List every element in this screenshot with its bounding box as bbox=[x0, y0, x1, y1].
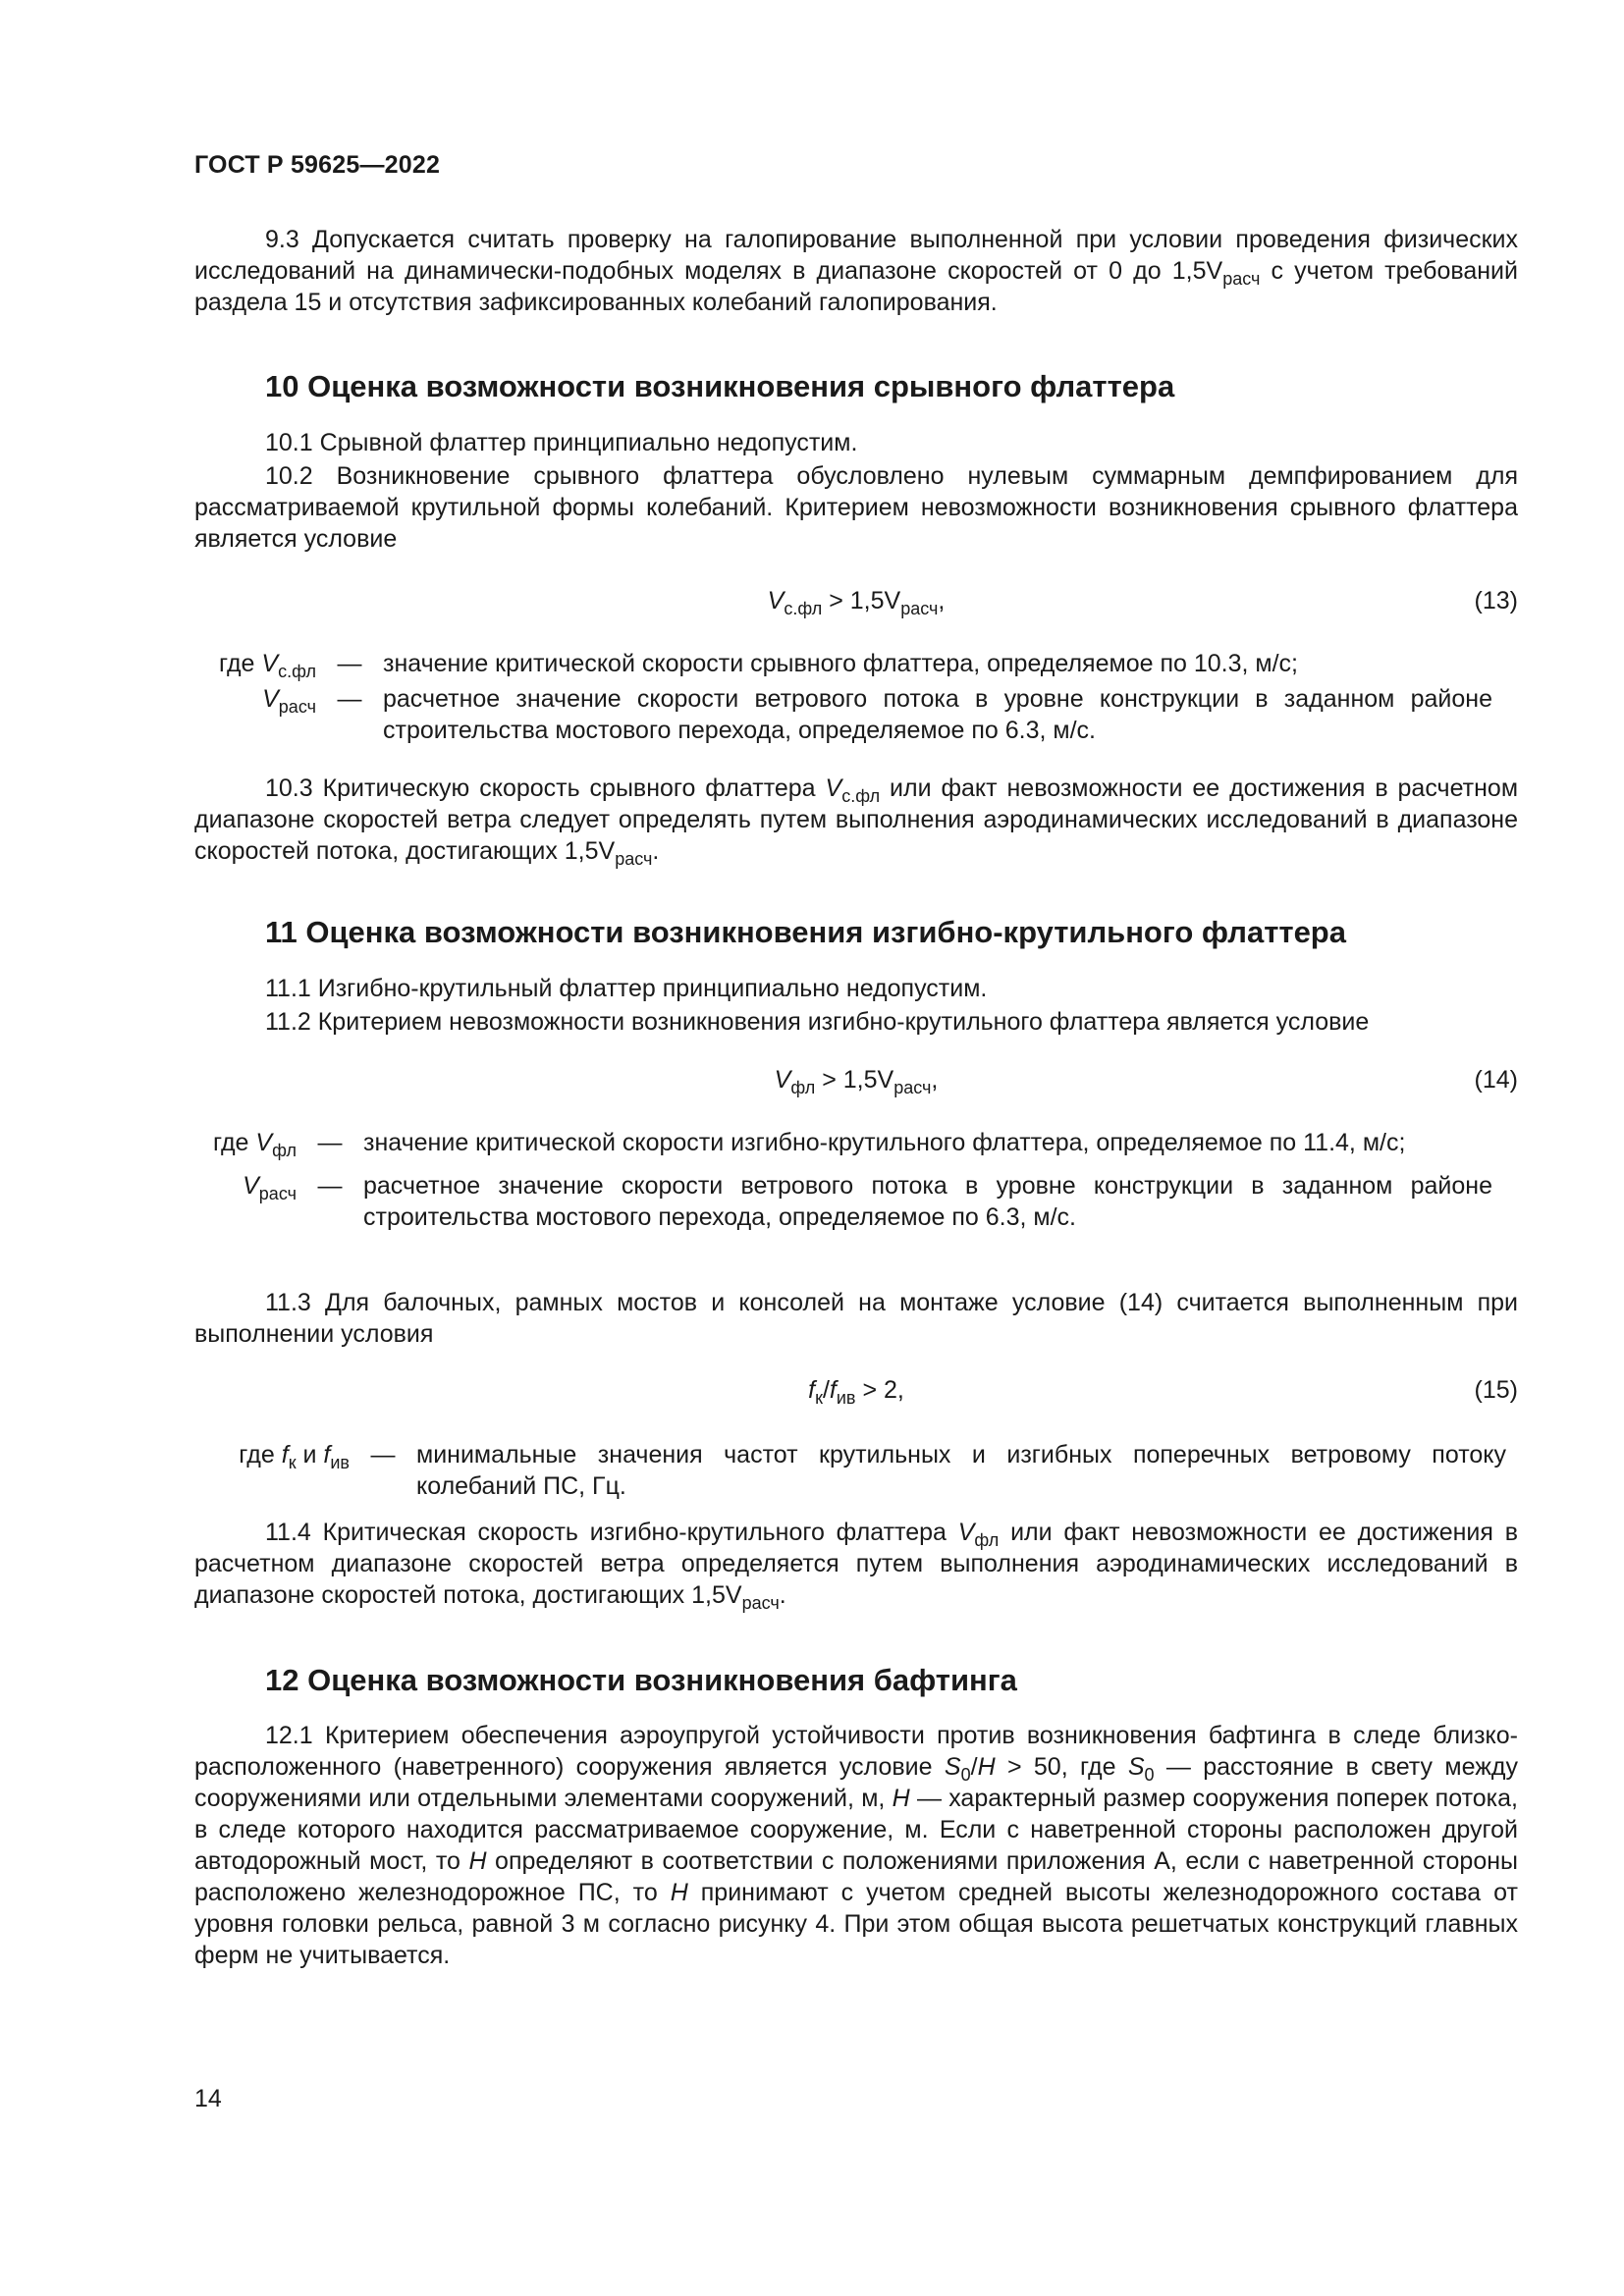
section-10-title: 10 Оценка возможности возникновения срывного флаттера bbox=[265, 369, 1175, 403]
where-text: минимальные значения частот крутильных и изгибных поперечных ветровому потоку колебаний ПС, Гц. bbox=[416, 1441, 1506, 1500]
where-list-15 bbox=[175, 1439, 1506, 1502]
formula-15-expression: $f_к/f_{ив} > 2$, bbox=[808, 1376, 904, 1408]
where-dash: — bbox=[337, 650, 362, 677]
formula-15 bbox=[194, 1370, 1518, 1410]
section-12-title: 12 Оценка возможности возникновения бафтинга bbox=[265, 1663, 1017, 1697]
paragraph-11-2: 11.2 Критерием невозможности возникновения изгибно-крутильного флаттера является условие bbox=[265, 1008, 1370, 1036]
where-text: расчетное значение скорости ветрового потока в уровне конструкции в заданном районе строительства мостового перехода, определяемое по 6.3, м/с. bbox=[383, 685, 1492, 744]
paragraph-10-1: 10.1 Срывной флаттер принципиально недопустим. bbox=[265, 429, 858, 456]
where-dash: — bbox=[337, 685, 362, 713]
formula-14-expression: $V_{фл} > 1,5V_{расч}$, bbox=[774, 1066, 939, 1097]
where-dash: — bbox=[317, 1172, 343, 1200]
where-text: значение критической скорости изгибно-крутильного флаттера, определяемое по 11.4, м/с; bbox=[363, 1129, 1406, 1156]
where-dash: — bbox=[317, 1129, 343, 1156]
paragraph-10-2: 10.2 Возникновение срывного флаттера обусловлено нулевым суммарным демпфированием для рассматриваемой крутильной формы колебаний. Критерием невозможности возникновения срывного флаттера является условие bbox=[194, 462, 1518, 553]
where-list-14 bbox=[175, 1127, 1506, 1233]
formula-15-number: (15) bbox=[1474, 1376, 1518, 1404]
where-list-13 bbox=[175, 648, 1506, 746]
paragraph-11-3: 11.3 Для балочных, рамных мостов и консолей на монтаже условие (14) считается выполненным при выполнении условия bbox=[194, 1289, 1518, 1348]
formula-13-expression: $V_{с.фл} > 1,5V_{расч}$, bbox=[767, 587, 946, 618]
formula-13-number: (13) bbox=[1474, 587, 1518, 614]
formula-14-number: (14) bbox=[1474, 1066, 1518, 1094]
formula-14 bbox=[194, 1060, 1518, 1099]
page-number: 14 bbox=[194, 2085, 222, 2112]
where-label: $V_{расч}$ bbox=[243, 1172, 297, 1203]
section-11-title: 11 Оценка возможности возникновения изгибно-крутильного флаттера bbox=[265, 915, 1346, 949]
where-text: значение критической скорости срывного флаттера, определяемое по 10.3, м/с; bbox=[383, 650, 1298, 677]
paragraph-10-3: 10.3 Критическую скорость срывного флаттера $V_{с.фл}$ или факт невозможности ее достижения в расчетном диапазоне скоростей ветра следует определять путем выполнения аэродинамических исследований в диапазоне скоростей потока, достигающих $1,5V_{расч}$. bbox=[194, 774, 1519, 869]
where-label: где $V_{с.фл}$ bbox=[218, 650, 316, 681]
paragraph-11-1: 11.1 Изгибно-крутильный флаттер принципиально недопустим. bbox=[265, 975, 988, 1002]
where-dash: — bbox=[370, 1441, 396, 1468]
where-label: $V_{расч}$ bbox=[262, 685, 316, 717]
where-text: расчетное значение скорости ветрового потока в уровне конструкции в заданном районе строительства мостового перехода, определяемое по 6.3, м/с. bbox=[363, 1172, 1492, 1231]
where-label: где $f_к$ и $f_{ив}$ bbox=[239, 1441, 350, 1472]
where-label: где $V_{фл}$ bbox=[212, 1129, 297, 1160]
document-header: ГОСТ Р 59625—2022 bbox=[194, 151, 441, 179]
paragraph-9-3: 9.3 Допускается считать проверку на галопирование выполненной при условии проведения физических исследований на динамически-подобных моделях в диапазоне скоростей от 0 до $1,5V_{расч}$ с учетом требований раздела 15 и отсутствия зафиксированных колебаний галопирования. bbox=[194, 226, 1518, 316]
paragraph-11-4: 11.4 Критическая скорость изгибно-крутильного флаттера $V_{фл}$ или факт невозможности ее достижения в расчетном диапазоне скоростей ветра определяется путем выполнения аэродинамических исследований в диапазоне скоростей потока, достигающих $1,5V_{расч}$. bbox=[194, 1519, 1518, 1613]
paragraph-12-1: 12.1 Критерием обеспечения аэроупругой устойчивости против возникновения бафтинга в следе близко-расположенного (наветренного) сооружения является условие $S_0/H > 50$, где $S_0$ — расстояние в свету между сооружениями или отдельными элементами сооружений, м, H — характерный размер сооружения поперек потока, в следе которого находится рассматриваемое сооружение, м. Если с наветренной стороны расположен другой автодорожный мост, то H определяют в соответствии с положениями приложения А, если с наветренной стороны расположено железнодорожное ПС, то H принимают с учетом средней высоты железнодорожного состава от уровня головки рельса, равной 3 м согласно рисунку 4. При этом общая высота решетчатых конструкций главных ферм не учитывается. bbox=[194, 1722, 1518, 1969]
formula-13 bbox=[194, 581, 1518, 620]
